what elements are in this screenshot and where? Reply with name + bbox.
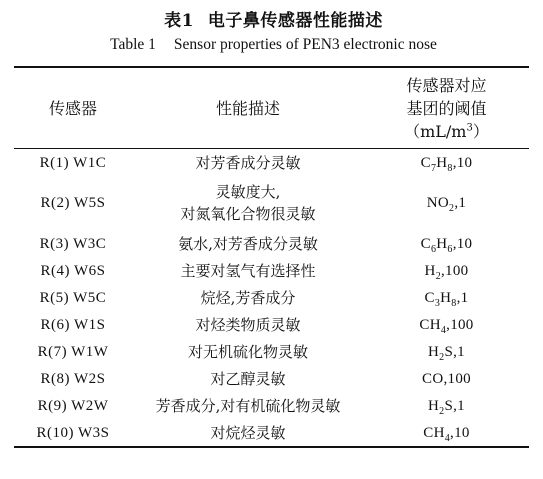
description-line: 氨水,对芳香成分灵敏 bbox=[178, 234, 318, 253]
description-cell bbox=[132, 338, 364, 365]
description-cell bbox=[132, 365, 364, 392]
formula-text: C bbox=[420, 235, 431, 252]
table-caption-chinese bbox=[0, 6, 543, 31]
table-row bbox=[14, 284, 529, 311]
formula-subscript: 4 bbox=[444, 432, 451, 444]
header-row bbox=[14, 67, 529, 149]
formula-text: ,1 bbox=[454, 195, 467, 211]
table-row bbox=[14, 230, 529, 257]
description-line: 烷烃,芳香成分 bbox=[200, 288, 296, 307]
threshold-cell bbox=[364, 311, 529, 338]
threshold-cell bbox=[364, 257, 529, 284]
description-line: 灵敏度大, bbox=[215, 183, 281, 201]
description-line: 对烷烃灵敏 bbox=[210, 423, 286, 442]
description-cell bbox=[132, 257, 364, 284]
description-line: 主要对氢气有选择性 bbox=[180, 261, 316, 280]
formula-subscript: 2 bbox=[449, 203, 455, 214]
table-row bbox=[14, 311, 529, 338]
formula-subscript: 2 bbox=[435, 270, 441, 282]
description-line: 对烃类物质灵敏 bbox=[195, 315, 301, 334]
description-cell bbox=[132, 392, 364, 419]
description-line: 对乙醇灵敏 bbox=[210, 369, 286, 388]
description-cell bbox=[132, 284, 364, 311]
formula-text: H bbox=[424, 262, 436, 279]
table-row bbox=[14, 176, 529, 230]
description-line: 对氮氧化合物很灵敏 bbox=[180, 205, 316, 223]
formula-text: ,100 bbox=[441, 262, 469, 279]
description-line: 对无机硫化物灵敏 bbox=[187, 342, 308, 361]
description-cell bbox=[132, 419, 364, 447]
formula-text: H bbox=[436, 235, 448, 252]
sensor-properties-table bbox=[14, 66, 529, 448]
table-caption-english bbox=[0, 36, 543, 54]
formula-text: ,10 bbox=[452, 235, 473, 252]
formula-text: ,100 bbox=[446, 316, 474, 333]
formula-subscript: 6 bbox=[447, 243, 453, 255]
threshold-cell bbox=[364, 230, 529, 257]
formula-subscript: 8 bbox=[447, 162, 453, 174]
table-row bbox=[14, 419, 529, 447]
formula-text: H bbox=[436, 154, 448, 171]
sensor-id-cell: R(8) W2S bbox=[40, 370, 106, 387]
description-cell bbox=[132, 176, 364, 230]
formula-subscript: 2 bbox=[439, 351, 445, 363]
formula-text: NO bbox=[426, 195, 450, 211]
formula-subscript: 8 bbox=[451, 297, 457, 309]
table-row bbox=[14, 149, 529, 177]
threshold-cell bbox=[364, 419, 529, 447]
formula-text: S,1 bbox=[444, 397, 465, 414]
sensor-id-cell: R(4) W6S bbox=[40, 262, 106, 279]
formula-text: H bbox=[428, 397, 440, 414]
threshold-cell bbox=[364, 365, 529, 392]
table-row bbox=[14, 257, 529, 284]
header-threshold-unit bbox=[364, 120, 529, 143]
formula-text: ,10 bbox=[450, 424, 470, 441]
table-title-chinese: 电子鼻传感器性能描述 bbox=[207, 11, 383, 31]
formula-text: C bbox=[420, 154, 431, 171]
description-line: 对芳香成分灵敏 bbox=[195, 153, 301, 172]
threshold-cell bbox=[364, 284, 529, 311]
table-number-chinese: 表1 bbox=[164, 11, 194, 31]
table-header bbox=[14, 67, 529, 149]
table-row bbox=[14, 392, 529, 419]
description-cell bbox=[132, 149, 364, 177]
formula-subscript: 2 bbox=[439, 405, 445, 417]
formula-text: H bbox=[440, 289, 452, 306]
formula-text: S,1 bbox=[444, 343, 465, 360]
description-cell bbox=[132, 311, 364, 338]
formula-text: C bbox=[424, 289, 435, 306]
header-description: 性能描述 bbox=[215, 98, 280, 118]
formula-text: CH bbox=[423, 424, 445, 441]
formula-text: ,10 bbox=[452, 154, 473, 171]
unit-exponent: 3 bbox=[466, 122, 473, 134]
threshold-cell bbox=[364, 176, 529, 230]
formula-text: H bbox=[428, 343, 440, 360]
sensor-id-cell: R(5) W5C bbox=[39, 289, 107, 306]
threshold-cell bbox=[364, 149, 529, 177]
header-sensor: 传感器 bbox=[48, 98, 97, 118]
sensor-id-cell: R(7) W1W bbox=[37, 343, 109, 360]
formula-subscript: 3 bbox=[434, 297, 441, 309]
sensor-id-cell: R(10) W3S bbox=[36, 424, 110, 441]
table-number-english: Table 1 bbox=[110, 36, 156, 53]
sensor-id-cell: R(3) W3C bbox=[39, 235, 107, 252]
table-body bbox=[14, 149, 529, 448]
formula-subscript: 4 bbox=[440, 324, 447, 336]
header-threshold bbox=[364, 67, 529, 149]
formula-text: ,1 bbox=[456, 289, 469, 306]
table-title-english: Sensor properties of PEN3 electronic nose bbox=[173, 36, 437, 53]
description-line: 芳香成分,对有机硫化物灵敏 bbox=[155, 396, 341, 415]
sensor-id-cell: R(1) W1C bbox=[39, 154, 107, 171]
table-row bbox=[14, 338, 529, 365]
sensor-id-cell: R(6) W1S bbox=[40, 316, 106, 333]
header-threshold-line1: 传感器对应 bbox=[406, 75, 487, 95]
formula-text: CH bbox=[419, 316, 441, 333]
formula-subscript: 7 bbox=[430, 162, 437, 174]
header-threshold-line2: 基团的阈值 bbox=[406, 98, 487, 118]
formula-subscript: 6 bbox=[430, 243, 437, 255]
formula-text: CO,100 bbox=[422, 370, 471, 387]
threshold-cell bbox=[364, 338, 529, 365]
sensor-id-cell: R(9) W2W bbox=[37, 397, 109, 414]
threshold-cell bbox=[364, 392, 529, 419]
unit-text: （mL/m bbox=[404, 121, 467, 141]
unit-close: ） bbox=[472, 121, 489, 141]
sensor-id-cell: R(2) W5S bbox=[40, 195, 106, 211]
table-row bbox=[14, 365, 529, 392]
description-cell bbox=[132, 230, 364, 257]
